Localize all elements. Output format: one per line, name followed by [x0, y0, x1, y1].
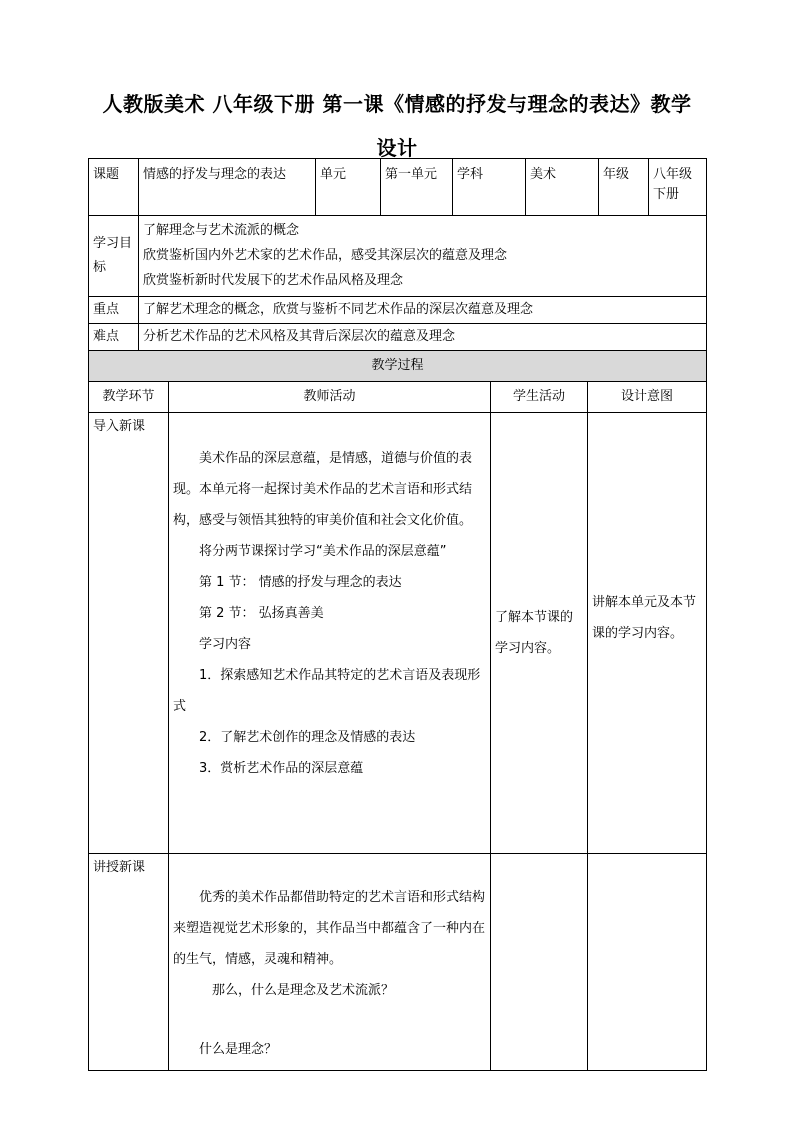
difficulty-text: 分析艺术作品的艺术风格及其背后深层次的蕴意及理念 — [139, 324, 707, 351]
table-row — [89, 413, 707, 854]
objective-item: 欣赏鉴析新时代发展下的艺术作品风格及理念 — [143, 273, 404, 288]
header-intent: 设计意图 — [588, 382, 707, 413]
intro-paragraph: 1．探索感知艺术作品其特定的艺术言语及表现形式 — [173, 668, 481, 714]
new-lesson-teacher — [169, 854, 491, 1071]
new-lesson-paragraph: 什么是理念？ — [199, 1042, 278, 1057]
key-point-text: 了解艺术理念的概念，欣赏与鉴析不同艺术作品的深层次蕴意及理念 — [139, 297, 707, 324]
difficulty-label: 难点 — [89, 324, 139, 351]
intro-paragraph: 3．赏析艺术作品的深层意蕴 — [199, 761, 364, 776]
objectives-cell — [139, 216, 707, 297]
grade-label: 年级 — [599, 159, 649, 216]
table-row — [89, 854, 707, 1071]
objectives-label: 学习目标 — [89, 216, 139, 297]
intro-stage: 导入新课 — [89, 413, 169, 854]
intro-student: 了解本节课的学习内容。 — [491, 413, 588, 854]
info-table — [88, 158, 707, 351]
lesson-plan-table — [88, 158, 706, 1071]
new-lesson-paragraph: 那么，什么是理念及艺术流派？ — [212, 983, 395, 998]
unit-value: 第一单元 — [381, 159, 453, 216]
header-student: 学生活动 — [491, 382, 588, 413]
intro-paragraph: 将分两节课探讨学习“美术作品的深层意蕴” — [199, 544, 447, 559]
key-point-label: 重点 — [89, 297, 139, 324]
subject-value: 美术 — [526, 159, 599, 216]
new-lesson-student — [491, 854, 588, 1071]
intro-paragraph: 第 1 节： 情感的抒发与理念的表达 — [199, 575, 402, 590]
process-table — [88, 350, 707, 1071]
intro-paragraph: 2．了解艺术创作的理念及情感的表达 — [199, 730, 416, 745]
header-stage: 教学环节 — [89, 382, 169, 413]
process-title: 教学过程 — [89, 351, 707, 382]
new-lesson-paragraph: 优秀的美术作品都借助特定的艺术言语和形式结构来塑造视觉艺术形象的，其作品当中都蕴含了一种内在的生气，情感，灵魂和精神。 — [173, 890, 486, 967]
intro-teacher — [169, 413, 491, 854]
topic-label: 课题 — [89, 159, 139, 216]
intro-intent: 讲解本单元及本节课的学习内容。 — [588, 413, 707, 854]
new-lesson-intent — [588, 854, 707, 1071]
topic-value: 情感的抒发与理念的表达 — [139, 159, 316, 216]
grade-value: 八年级下册 — [649, 159, 707, 216]
new-lesson-stage: 讲授新课 — [89, 854, 169, 1071]
title-line-2: 设计 — [376, 136, 418, 160]
objective-item: 欣赏鉴析国内外艺术家的艺术作品，感受其深层次的蕴意及理念 — [143, 248, 508, 263]
header-teacher: 教师活动 — [169, 382, 491, 413]
subject-label: 学科 — [453, 159, 526, 216]
intro-paragraph: 美术作品的深层意蕴，是情感，道德与价值的表现。本单元将一起探讨美术作品的艺术言语和形式结构，感受与领悟其独特的审美价值和社会文化价值。 — [173, 451, 473, 528]
intro-paragraph: 学习内容 — [199, 637, 252, 652]
unit-label: 单元 — [316, 159, 381, 216]
title-line-1: 人教版美术 八年级下册 第一课《情感的抒发与理念的表达》教学 — [102, 92, 692, 116]
objective-item: 了解理念与艺术流派的概念 — [143, 223, 300, 238]
intro-paragraph: 第 2 节： 弘扬真善美 — [199, 606, 324, 621]
document-title — [70, 82, 724, 170]
